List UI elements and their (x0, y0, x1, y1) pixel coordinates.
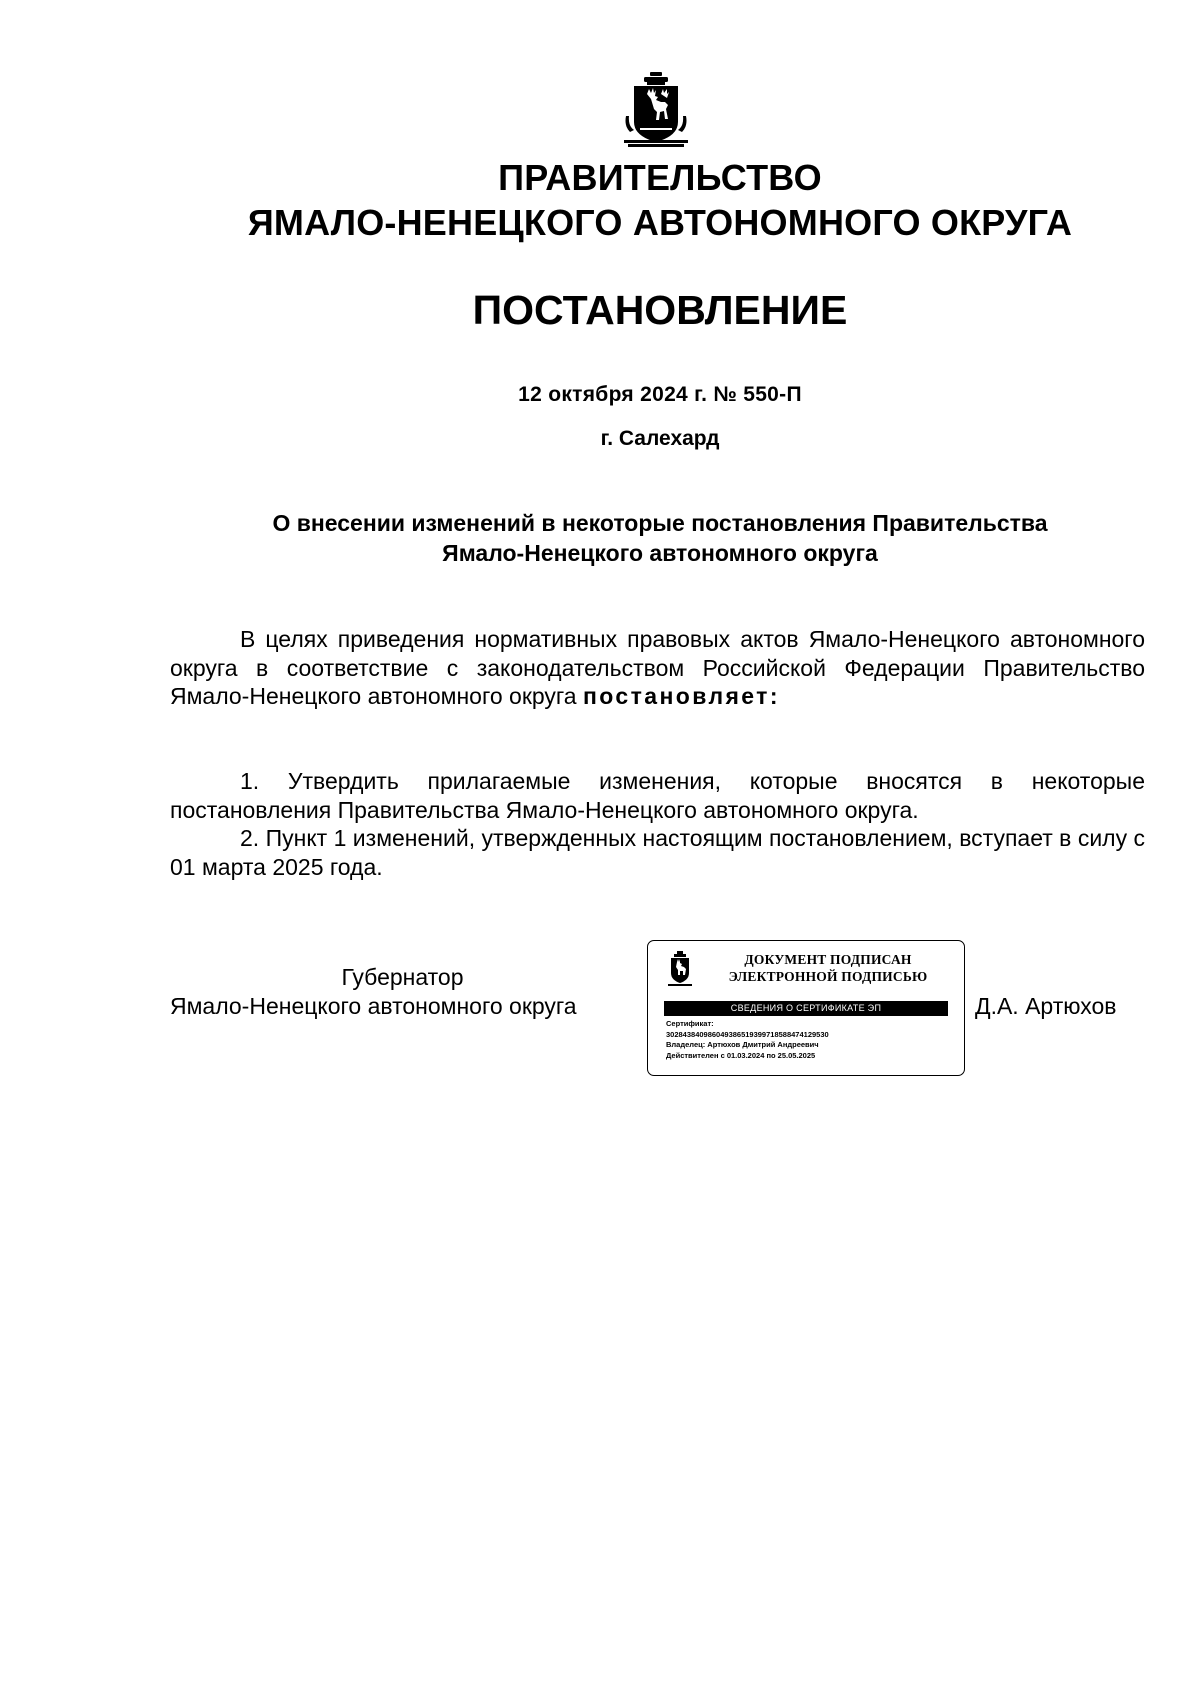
certificate-info-bar: СВЕДЕНИЯ О СЕРТИФИКАТЕ ЭП (664, 1001, 948, 1016)
position-line-2: Ямало-Ненецкого автономного округа (170, 993, 577, 1019)
item-1-text: 1. Утвердить прилагаемые изменения, которые вносятся в некоторые постановления Правительства Ямало-Ненецкого автономного округа. (170, 768, 1145, 823)
government-title: ПРАВИТЕЛЬСТВО (498, 157, 822, 198)
signatory-position (170, 963, 635, 1021)
cert-validity: Действителен с 01.03.2024 по 25.05.2025 (666, 1050, 816, 1060)
item-2-paragraph (170, 824, 1145, 881)
document-date-number: 12 октября 2024 г. № 550-П (518, 383, 802, 406)
position-line-1: Губернатор (341, 964, 464, 990)
cert-number: 302843840986049386519399718588474129530 (666, 1029, 829, 1039)
item-1-paragraph (170, 767, 1145, 824)
stamp-emblem-icon (667, 951, 693, 989)
preamble-paragraph (170, 625, 1145, 711)
signatory-name: Д.А. Артюхов (975, 993, 1117, 1019)
item-2-text: 2. Пункт 1 изменений, утвержденных настоящим постановлением, вступает в силу с 01 марта 2025 года. (170, 825, 1145, 880)
coat-of-arms-emblem (620, 70, 692, 154)
document-subject (170, 508, 1150, 568)
decrees-word: постановляет: (582, 683, 780, 709)
cert-owner: Владелец: Артюхов Дмитрий Андреевич (666, 1040, 819, 1049)
region-title: ЯМАЛО-НЕНЕЦКОГО АВТОНОМНОГО ОКРУГА (247, 202, 1073, 243)
certificate-details (666, 1019, 956, 1061)
subject-line-2: Ямало-Ненецкого автономного округа (442, 540, 878, 566)
document-city: г. Салехард (600, 427, 720, 450)
subject-line-1: О внесении изменений в некоторые постановления Правительства (272, 510, 1048, 536)
preamble-text: В целях приведения нормативных правовых актов Ямало-Ненецкого автономного округа в соответствие с законодательством Российской Федерации Правительство Ямало-Ненецкого автономного округа постановляет: (170, 626, 1145, 709)
stamp-title: ДОКУМЕНТ ПОДПИСАН ЭЛЕКТРОННОЙ ПОДПИСЬЮ (728, 952, 928, 984)
cert-label: Сертификат: (666, 1019, 714, 1028)
electronic-signature-stamp (647, 940, 965, 1076)
document-type: ПОСТАНОВЛЕНИЕ (472, 287, 848, 333)
